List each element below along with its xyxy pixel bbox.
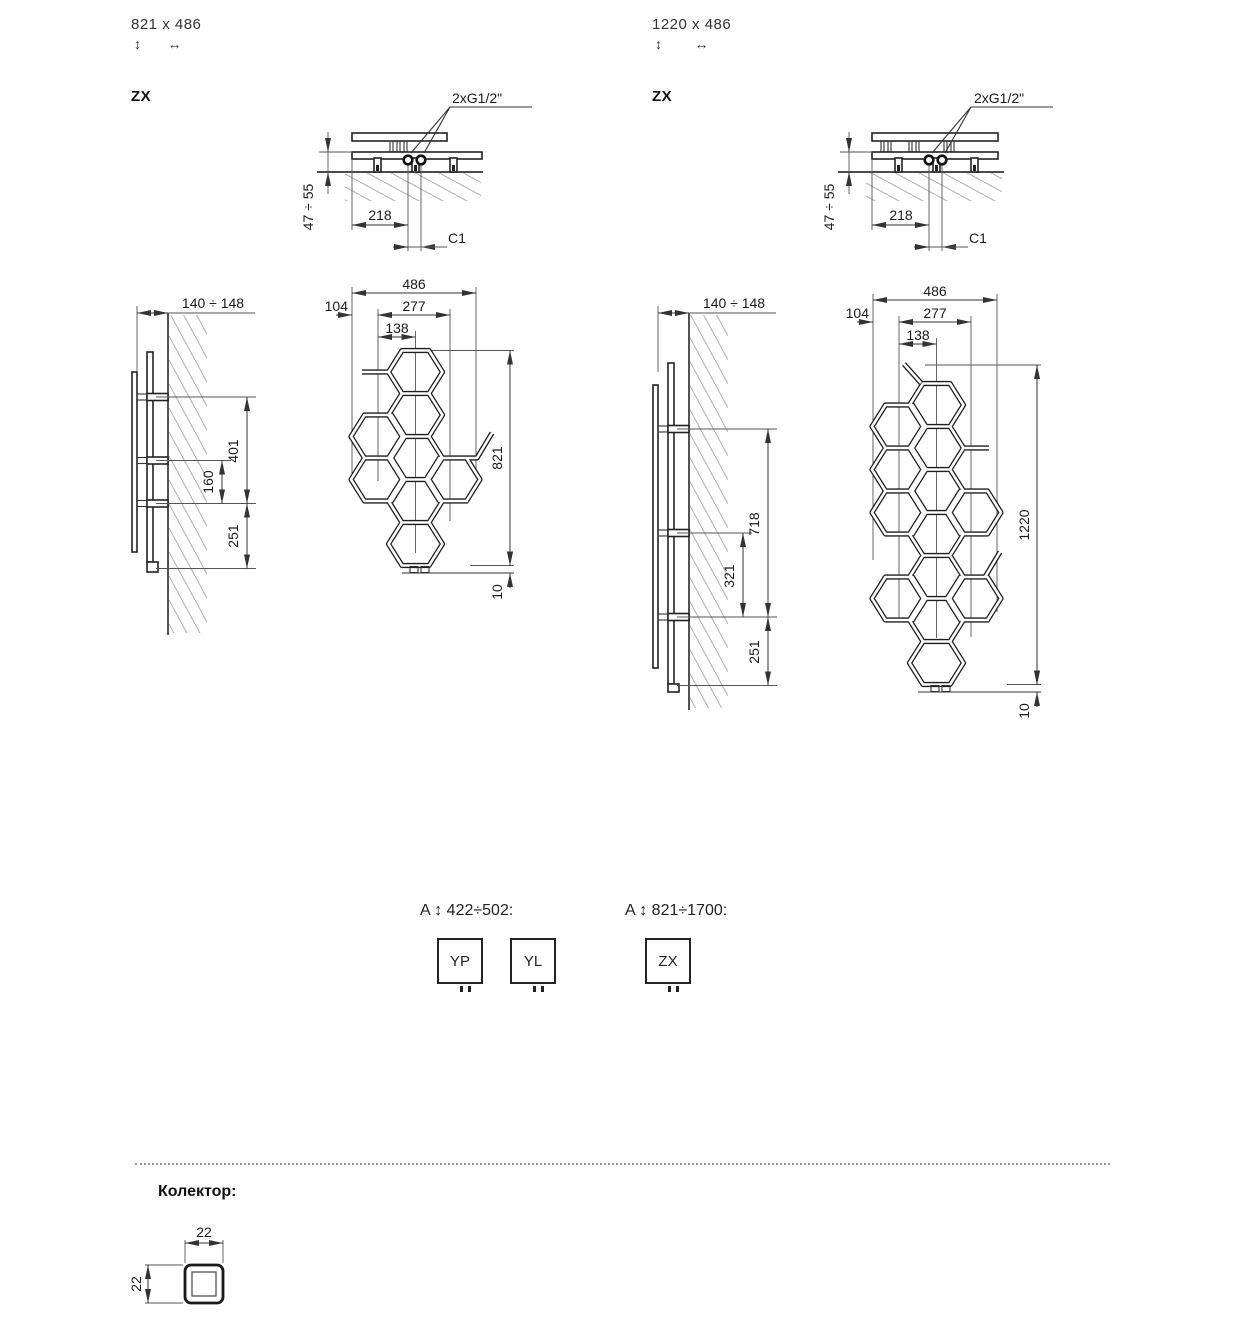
- model-box-tick: [676, 986, 679, 992]
- dim-depth-left: 140 ÷ 148: [181, 295, 245, 311]
- dim-height-left: 821: [489, 446, 505, 470]
- width-arrow-icon: ↔: [694, 36, 709, 52]
- dim-offset-right: 104: [845, 305, 869, 321]
- dim-width-right: 486: [923, 283, 947, 299]
- dim-c1-left: C1: [448, 230, 466, 246]
- model-label-yl: YL: [523, 952, 543, 970]
- drawing-geometry: [132, 107, 1053, 1303]
- height-arrow-icon: ↕: [134, 36, 141, 52]
- variant-range-label-2: A ↕ 821÷1700:: [625, 902, 728, 919]
- collector-section: [145, 1240, 223, 1303]
- model-box-zx: [645, 938, 691, 984]
- size-label-left: 821 x 486: [131, 16, 202, 33]
- dim-bracket-bottom-right: 251: [746, 640, 762, 664]
- model-box-tick: [460, 986, 463, 992]
- section-divider: [135, 1163, 1110, 1165]
- dim-c1-right: C1: [969, 230, 987, 246]
- top-view-left: [317, 107, 532, 251]
- front-view-right: [857, 294, 1041, 707]
- dim-pitch-left: 218: [368, 207, 392, 223]
- dim-bracket-top-left: 401: [225, 439, 241, 463]
- width-arrow-icon: ↔: [167, 36, 182, 52]
- top-view-right: [838, 107, 1053, 251]
- dim-collector-width: 22: [196, 1224, 212, 1240]
- size-label-right: 1220 x 486: [652, 16, 732, 33]
- type-label-left: ZX: [131, 88, 152, 105]
- dim-height-right: 1220: [1016, 509, 1032, 541]
- dim-bracket-top-right: 718: [746, 512, 762, 536]
- dim-depth-right: 140 ÷ 148: [702, 295, 766, 311]
- type-label-right: ZX: [652, 88, 673, 105]
- variant-range-label-1: A ↕ 422÷502:: [420, 902, 514, 919]
- model-box-tick: [668, 986, 671, 992]
- side-view-left: [132, 306, 256, 635]
- dim-bottom-gap-left: 10: [489, 584, 505, 600]
- model-box-yp: [437, 938, 483, 984]
- model-label-zx: ZX: [658, 952, 678, 970]
- dim-width-left: 486: [402, 276, 426, 292]
- model-box-tick: [533, 986, 536, 992]
- dim-wall-gap-right: 47 ÷ 55: [821, 183, 837, 231]
- dim-bottom-gap-right: 10: [1016, 703, 1032, 719]
- dim-spacing-left: 277: [402, 298, 426, 314]
- height-arrow-icon: ↕: [655, 36, 662, 52]
- dim-bracket-mid-left: 160: [200, 470, 216, 494]
- front-view-left: [336, 287, 514, 588]
- connection-label-left: 2xG1/2": [452, 90, 503, 106]
- drawing-labels: [128, 90, 1032, 1292]
- dim-wall-gap-left: 47 ÷ 55: [300, 183, 316, 231]
- dim-bracket-bottom-left: 251: [225, 524, 241, 548]
- model-box-tick: [468, 986, 471, 992]
- dim-inner-right: 138: [906, 327, 930, 343]
- model-label-yp: YP: [449, 952, 470, 970]
- dim-bracket-mid-right: 321: [721, 564, 737, 588]
- connection-label-right: 2xG1/2": [974, 90, 1025, 106]
- dim-collector-height: 22: [128, 1276, 144, 1292]
- dim-inner-left: 138: [385, 320, 409, 336]
- model-box-yl: [510, 938, 556, 984]
- collector-title: Колектор:: [158, 1183, 237, 1200]
- model-box-tick: [541, 986, 544, 992]
- dim-offset-left: 104: [324, 298, 348, 314]
- dim-spacing-right: 277: [923, 305, 947, 321]
- dim-pitch-right: 218: [889, 207, 913, 223]
